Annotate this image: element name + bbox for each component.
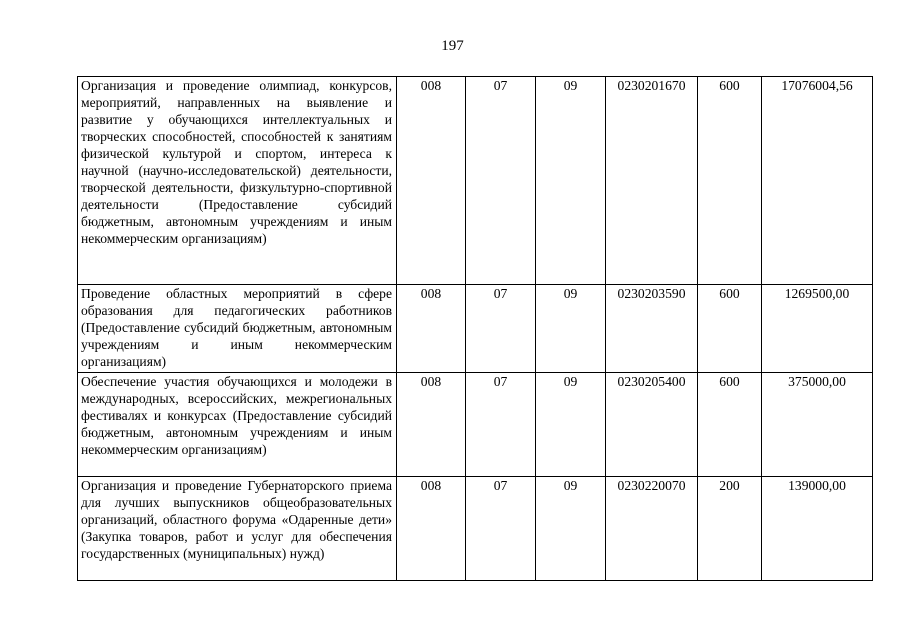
amount: 1269500,00 [762,285,873,373]
table-row [78,373,873,477]
ministry-code: 008 [397,373,466,477]
expense-type-code: 600 [698,373,762,477]
table-row [78,477,873,581]
subsection-code: 09 [536,373,606,477]
ministry-code: 008 [397,477,466,581]
ministry-code: 008 [397,77,466,285]
subsection-code: 09 [536,477,606,581]
amount: 17076004,56 [762,77,873,285]
ministry-code: 008 [397,285,466,373]
target-article-code: 0230205400 [606,373,698,477]
row-description: Организация и проведение олимпиад, конкурсов, мероприятий, направленных на выявление и развитие у обучающихся интеллектуальных и творческих способностей, способностей к занятиям физической культурой и спортом, интереса к научной (научно-исследовательской) деятельности, творческой деятельности, физкультурно-спортивной деятельности (Предоставление субсидий бюджетным, автономным учреждениям и иным некоммерческим организациям) [78,77,397,285]
section-code: 07 [466,373,536,477]
target-article-code: 0230201670 [606,77,698,285]
section-code: 07 [466,285,536,373]
section-code: 07 [466,477,536,581]
section-code: 07 [466,77,536,285]
row-description: Организация и проведение Губернаторского приема для лучших выпускников общеобразовательных организаций, областного форума «Одаренные дети» (Закупка товаров, работ и услуг для обеспечения государственных (муниципальных) нужд) [78,477,397,581]
expense-type-code: 600 [698,285,762,373]
amount: 375000,00 [762,373,873,477]
page-number: 197 [441,38,464,54]
table-row [78,285,873,373]
row-description: Проведение областных мероприятий в сфере образования для педагогических работников (Предоставление субсидий бюджетным, автономным учреждениям и иным некоммерческим организациям) [78,285,397,373]
target-article-code: 0230203590 [606,285,698,373]
amount: 139000,00 [762,477,873,581]
budget-table [77,76,873,581]
row-description: Обеспечение участия обучающихся и молодежи в международных, всероссийских, межрегиональных фестивалях и конкурсах (Предоставление субсидий бюджетным, автономным учреждениям и иным некоммерческим организациям) [78,373,397,477]
table-row [78,77,873,285]
subsection-code: 09 [536,285,606,373]
subsection-code: 09 [536,77,606,285]
target-article-code: 0230220070 [606,477,698,581]
expense-type-code: 600 [698,77,762,285]
expense-type-code: 200 [698,477,762,581]
